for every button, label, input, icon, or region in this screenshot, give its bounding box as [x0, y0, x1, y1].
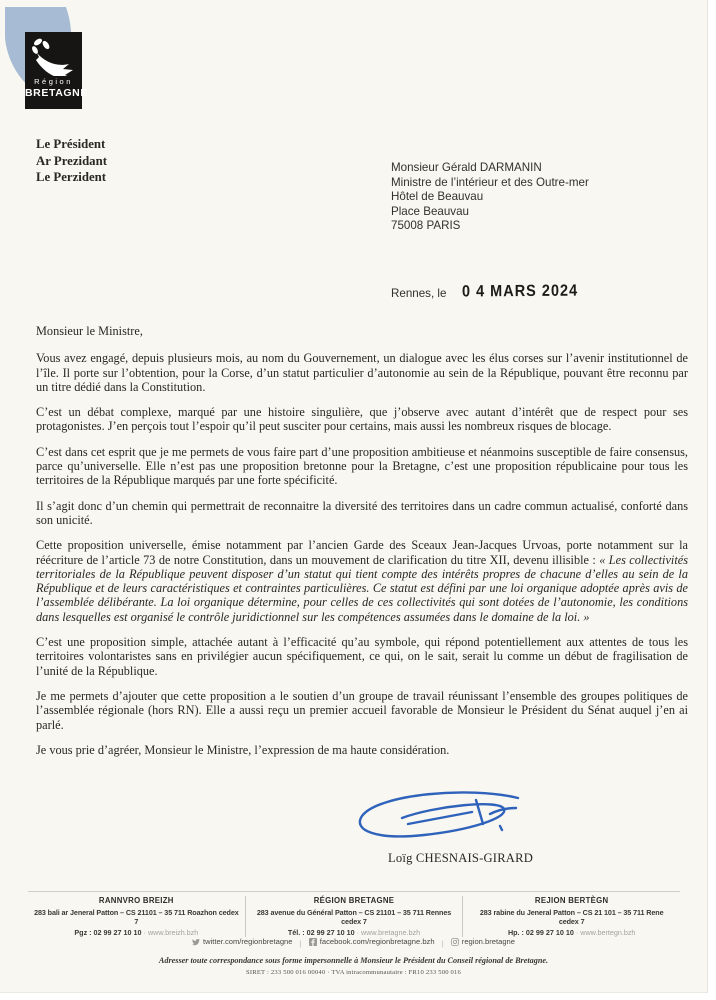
quote-lead: Cette proposition universelle, émise notamment par l’ancien Garde des Sceaux Jean-Jacques Urvoas, porte notamment sur la réécriture de l’article 73 de notre Constitution, dans un mouvement de clarification du titre XII, devenu illisible :: [36, 538, 688, 567]
footer-phone-gallo: Hp. : 02 99 27 10 10: [507, 928, 574, 937]
paragraph-6: C’est une proposition simple, attachée autant à l’efficacité qu’au symbole, qui répond potentiellement aux attentes de tous les territoires volontaristes sans en privilégier aucun spécifiquement, ce qui, on le sait, serait lu comme un début de fragilisation de l’unité de la République.: [36, 635, 688, 678]
instagram-link: [451, 937, 515, 946]
footer-title-gallo: REJION BERTÈGN: [534, 896, 609, 905]
salutation: Monsieur le Ministre,: [36, 324, 143, 338]
date-stamp: 0 4 MARS 2024: [462, 282, 579, 301]
recipient-address-1: Hôtel de Beauvau: [391, 190, 484, 204]
paragraph-4: Il s’agit donc d’un chemin qui permettrait de reconnaitre la diversité des territoires dans un cadre commun actualisé, conforté dans son unicité.: [36, 498, 688, 527]
footer-url-gallo: www.bertegn.bzh: [580, 928, 636, 937]
date-prefix: Rennes, le: [391, 287, 447, 300]
paragraph-7: Je me permets d’ajouter que cette proposition a le soutien d’un groupe de travail réunissant l’ensemble des groupes politiques de l’assemblée régionale (hors RN). Elle a aussi reçu un premier accueil favorable de Monsieur le Président du Sénat auquel j’en ai parlé.: [36, 688, 688, 732]
handwritten-signature: [350, 786, 540, 852]
logo-region-text: Région: [34, 77, 73, 86]
footer-title-breton: RANNVRO BREIZH: [98, 896, 174, 905]
instagram-icon: [451, 938, 459, 946]
footer-separator: ·: [356, 928, 359, 937]
paragraph-5-with-quote: [36, 538, 688, 624]
siret-line: SIRET : 233 500 016 00040 · TVA intracommunautaire : FR10 233 500 016: [245, 969, 462, 976]
recipient-title: Ministre de l’intérieur et des Outre-mer: [391, 175, 589, 189]
footer-url-breton: www.breizh.bzh: [147, 928, 199, 937]
recipient-name: Monsieur Gérald DARMANIN: [391, 161, 542, 174]
paragraph-3: C’est dans cet esprit que je me permets de vous faire part d’une proposition ambitieuse et néanmoins susceptible de faire consensus, parce qu’universelle. Elle n’est pas une proposition bretonne pour la Bretagne, c’est une proposition républicaine pour tous les territoires de la République marqués par une forte spécificité.: [36, 444, 688, 488]
footer-column-gallo: [462, 896, 680, 937]
instagram-label: region.bretagne: [461, 937, 515, 946]
footer-title-french: RÉGION BRETAGNE: [313, 896, 395, 905]
paragraph-2: C’est un débat complexe, marqué par une histoire singulière, que j’observe avec autant d’intérêt que de respect pour ses protagonistes. J’en perçois tout l’espoir qu’il peut susciter pour certains, mais aussi les nombreux risques de blocage.: [36, 405, 688, 434]
sender-block: [36, 136, 107, 186]
sender-line-gallo: Le Perzident: [36, 170, 107, 184]
facebook-icon: [309, 938, 317, 946]
closing-formula: Je vous prie d’agréer, Monsieur le Ministre, l’expression de ma haute considération.: [36, 742, 450, 757]
footer-separator: ·: [143, 928, 146, 937]
facebook-link: [309, 937, 435, 946]
logo-bretagne-text: BRETAGNE: [25, 87, 88, 99]
sender-line-br: Ar Prezidant: [36, 153, 107, 168]
footer-contact-french: [252, 928, 457, 937]
footer-column-french: [245, 896, 463, 937]
recipient-address-2: Place Beauvau: [391, 204, 469, 218]
recipient-city: 75008 PARIS: [391, 219, 461, 233]
footer-address-french: 283 avenue du Général Patton – CS 21101 – 35 711 Rennes cedex 7: [256, 908, 452, 926]
footer-separator: ·: [575, 928, 579, 937]
twitter-link: [192, 937, 293, 946]
twitter-label: twitter.com/regionbretagne: [203, 937, 293, 946]
signatory-name: Loïg CHESNAIS-GIRARD: [388, 851, 533, 865]
dateline: [391, 284, 579, 302]
footer-contact-gallo: [469, 928, 674, 937]
social-divider: |: [299, 938, 302, 948]
footer-divider: [28, 891, 680, 892]
social-divider: |: [441, 938, 444, 948]
footer-contact-breton: [34, 928, 239, 937]
sender-line-fr: Le Président: [36, 137, 106, 151]
social-links-row: [0, 937, 707, 948]
constitution-quote: « Les collectivités territoriales de la République peuvent disposer d’un statut qui tient compte des intérêts propres de chacune d’elles au sein de la République et de leurs caractéristiques et contraintes particulières. Ce statut est défini par une loi organique adoptée après avis de l’assemblée délibérante. La loi organique détermine, pour celles de ces collectivités qui sont dotées de l’autonomie, les conditions dans lesquelles est organisé le contrôle juridictionnel sur les compétences assumées dans le domaine de la loi. »: [36, 552, 688, 624]
twitter-icon: [192, 938, 200, 946]
letter-body: [36, 324, 688, 768]
footer-address-gallo: 283 rabine du Jeneral Patton – CS 21 101 – 35 711 Rene cedex 7: [479, 908, 664, 926]
footer-phone-breton: Pgz : 02 99 27 10 10: [74, 928, 142, 937]
recipient-block: [391, 161, 589, 234]
ermine-flag-icon: [29, 36, 79, 76]
facebook-label: facebook.com/regionbretagne.bzh: [319, 937, 435, 946]
footer-phone-french: Tél. : 02 99 27 10 10: [287, 928, 355, 937]
footer-address-breton: 283 bali ar Jeneral Patton – CS 21101 – 35 711 Roazhon cedex 7: [34, 908, 239, 926]
correspondence-notice: Adresser toute correspondance sous forme impersonnelle à Monsieur le Président du Conseil régional de Bretagne.: [158, 956, 549, 965]
footer-url-french: www.bretagne.bzh: [361, 928, 421, 937]
footer-column-breton: [28, 896, 245, 937]
region-bretagne-logo: [25, 32, 88, 109]
paragraph-1: Vous avez engagé, depuis plusieurs mois, au nom du Gouvernement, un dialogue avec les élus corses sur l’avenir institutionnel de l’île. Il porte sur l’obtention, pour la Corse, d’un statut particulier d’autonomie au sein de la République, pouvant être reconnu par un titre dédié dans la Constitution.: [36, 351, 688, 394]
